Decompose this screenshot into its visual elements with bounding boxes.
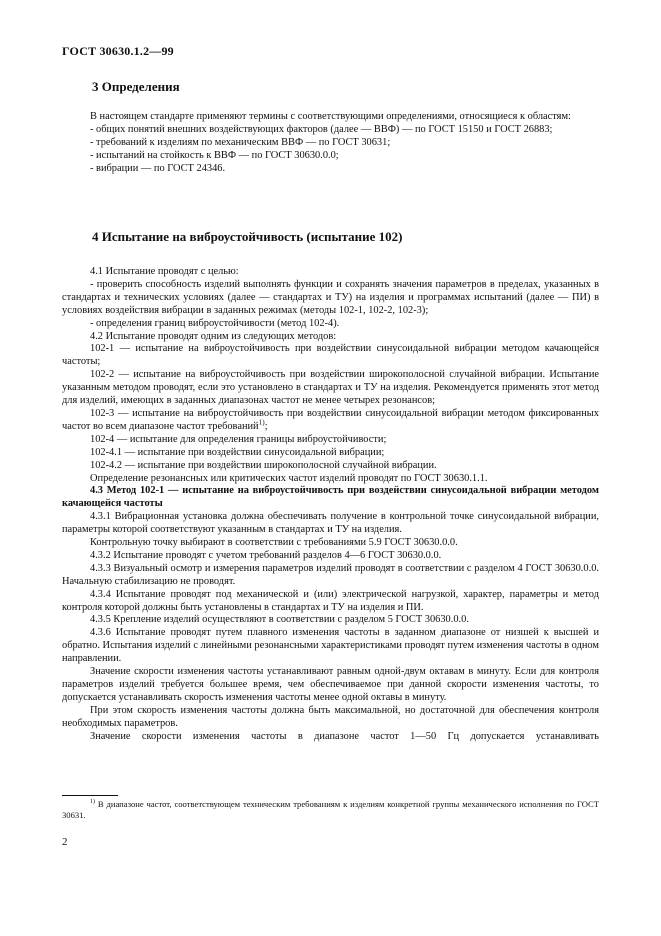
paragraph-continued: Значение скорости изменения частоты в диапазоне частот 1—50 Гц допускается устанавливать [90,730,599,742]
section-4-body [62,266,599,744]
footnote-text [62,799,599,821]
paragraph: В настоящем стандарте применяют термины с соответствующими определениями, относящиеся к областям: [90,111,571,122]
document-code-header: ГОСТ 30630.1.2—99 [62,44,174,58]
paragraph-4-3-3: 4.3.3 Визуальный осмотр и измерения параметров изделий проводят в соответствии с разделом 4 ГОСТ 30630.0.0. Начальную стабилизацию не проводят. [62,562,599,587]
method-102-1: 102-1 — испытание на виброустойчивость при воздействии синусоидальной вибрации методом качающейся частоты; [62,343,599,368]
method-102-4-1: 102-4.1 — испытание при воздействии синусоидальной вибрации; [90,446,385,458]
method-102-3-end: ; [264,420,268,432]
section-4-heading: 4 Испытание на виброустойчивость (испытание 102) [92,229,403,244]
section-3-body [62,111,599,176]
footnote-ref: 1) [258,418,265,427]
paragraph: Значение скорости изменения частоты устанавливают равным одной-двум октавам в минуту. Если для контроля параметров изделий требуется большее время, чем обеспечиваемое при данной скорости изменения частоты, то допускается устанавливать скорость изменения частоты менее одной октавы в минуту. [62,666,599,703]
list-item: - общих понятий внешних воздействующих факторов (далее — ВВФ) — по ГОСТ 15150 и ГОСТ 26883; [90,123,553,135]
paragraph: При этом скорость изменения частоты должна быть максимальной, но достаточной для обеспечения контроля необходимых параметров. [62,704,599,729]
page-number: 2 [62,836,68,848]
section-3-heading: 3 Определения [92,79,180,94]
paragraph-4-2: 4.2 Испытание проводят одним из следующих методов: [90,330,337,342]
list-item: - требований к изделиям по механическим ВВФ — по ГОСТ 30631; [90,136,391,148]
paragraph-4-3-1: 4.3.1 Вибрационная установка должна обеспечивать получение в контрольной точке синусоидальной вибрации, параметры которой соответствуют указанным в стандартах и ТУ на изделия. [62,511,599,536]
footnote-separator [62,795,118,796]
list-item: - определения границ виброустойчивости (метод 102-4). [90,317,340,329]
paragraph-4-3-5: 4.3.5 Крепление изделий осуществляют в соответствии с разделом 5 ГОСТ 30630.0.0. [90,614,469,626]
method-102-3-text: 102-3 — испытание на виброустойчивость при воздействии синусоидальной вибрации методом фиксированных частот во всем диапазоне частот требований [62,407,599,432]
subsection-4-3-heading: 4.3 Метод 102-1 — испытание на виброустойчивость при воздействии синусоидальной вибрации методом качающейся частоты [62,485,599,510]
list-item: - вибрации — по ГОСТ 24346. [90,162,226,174]
method-102-4-2: 102-4.2 — испытание при воздействии широкополосной случайной вибрации. [90,459,437,471]
list-item: - проверить способность изделий выполнять функции и сохранять значения параметров в пределах, указанных в стандартах и технических условиях (далее — стандартах и ТУ) на изделия и программах испытаний (далее — ПИ) в условиях воздействия вибрации в заданных режимах (методы 102-1, 102-2, 102-3); [62,278,599,316]
method-102-2: 102-2 — испытание на виброустойчивость при воздействии широкополосной случайной вибрации. Испытание указанным методом проводят, если это установлено в стандартах и ТУ на изделия. Рекомендуется применять этот метод для изделий, имеющих в заданных диапазонах частот не менее четырех резонансов; [62,369,599,407]
paragraph-4-3-4: 4.3.4 Испытание проводят под механической и (или) электрической нагрузкой, характер, параметры и метод контроля которой должны быть установлены в стандартах и ТУ на изделия и ПИ. [62,588,599,613]
paragraph: Контрольную точку выбирают в соответствии с требованиями 5.9 ГОСТ 30630.0.0. [90,537,458,549]
method-102-4: 102-4 — испытание для определения границы виброустойчивости; [90,433,387,445]
footnote [62,799,599,821]
footnote-body: В диапазоне частот, соответствующем техническим требованиям к изделиям конкретной группы механического исполнения по ГОСТ 30631. [62,799,599,820]
list-item: - испытаний на стойкость к ВВФ — по ГОСТ 30630.0.0; [90,149,339,161]
method-102-3 [62,408,599,434]
paragraph-4-3-2: 4.3.2 Испытание проводят с учетом требований разделов 4—6 ГОСТ 30630.0.0. [90,549,442,561]
footnote-mark: 1) [90,799,96,806]
paragraph-4-1: 4.1 Испытание проводят с целью: [90,266,239,277]
paragraph-4-3-6: 4.3.6 Испытание проводят путем плавного изменения частоты в заданном диапазоне от низшей к высшей и обратно. Испытания изделий с линейными резонансными характеристиками проводят путем изменения частоты в одном направлении. [62,627,599,665]
paragraph: Определение резонансных или критических частот изделий проводят по ГОСТ 30630.1.1. [90,472,488,484]
